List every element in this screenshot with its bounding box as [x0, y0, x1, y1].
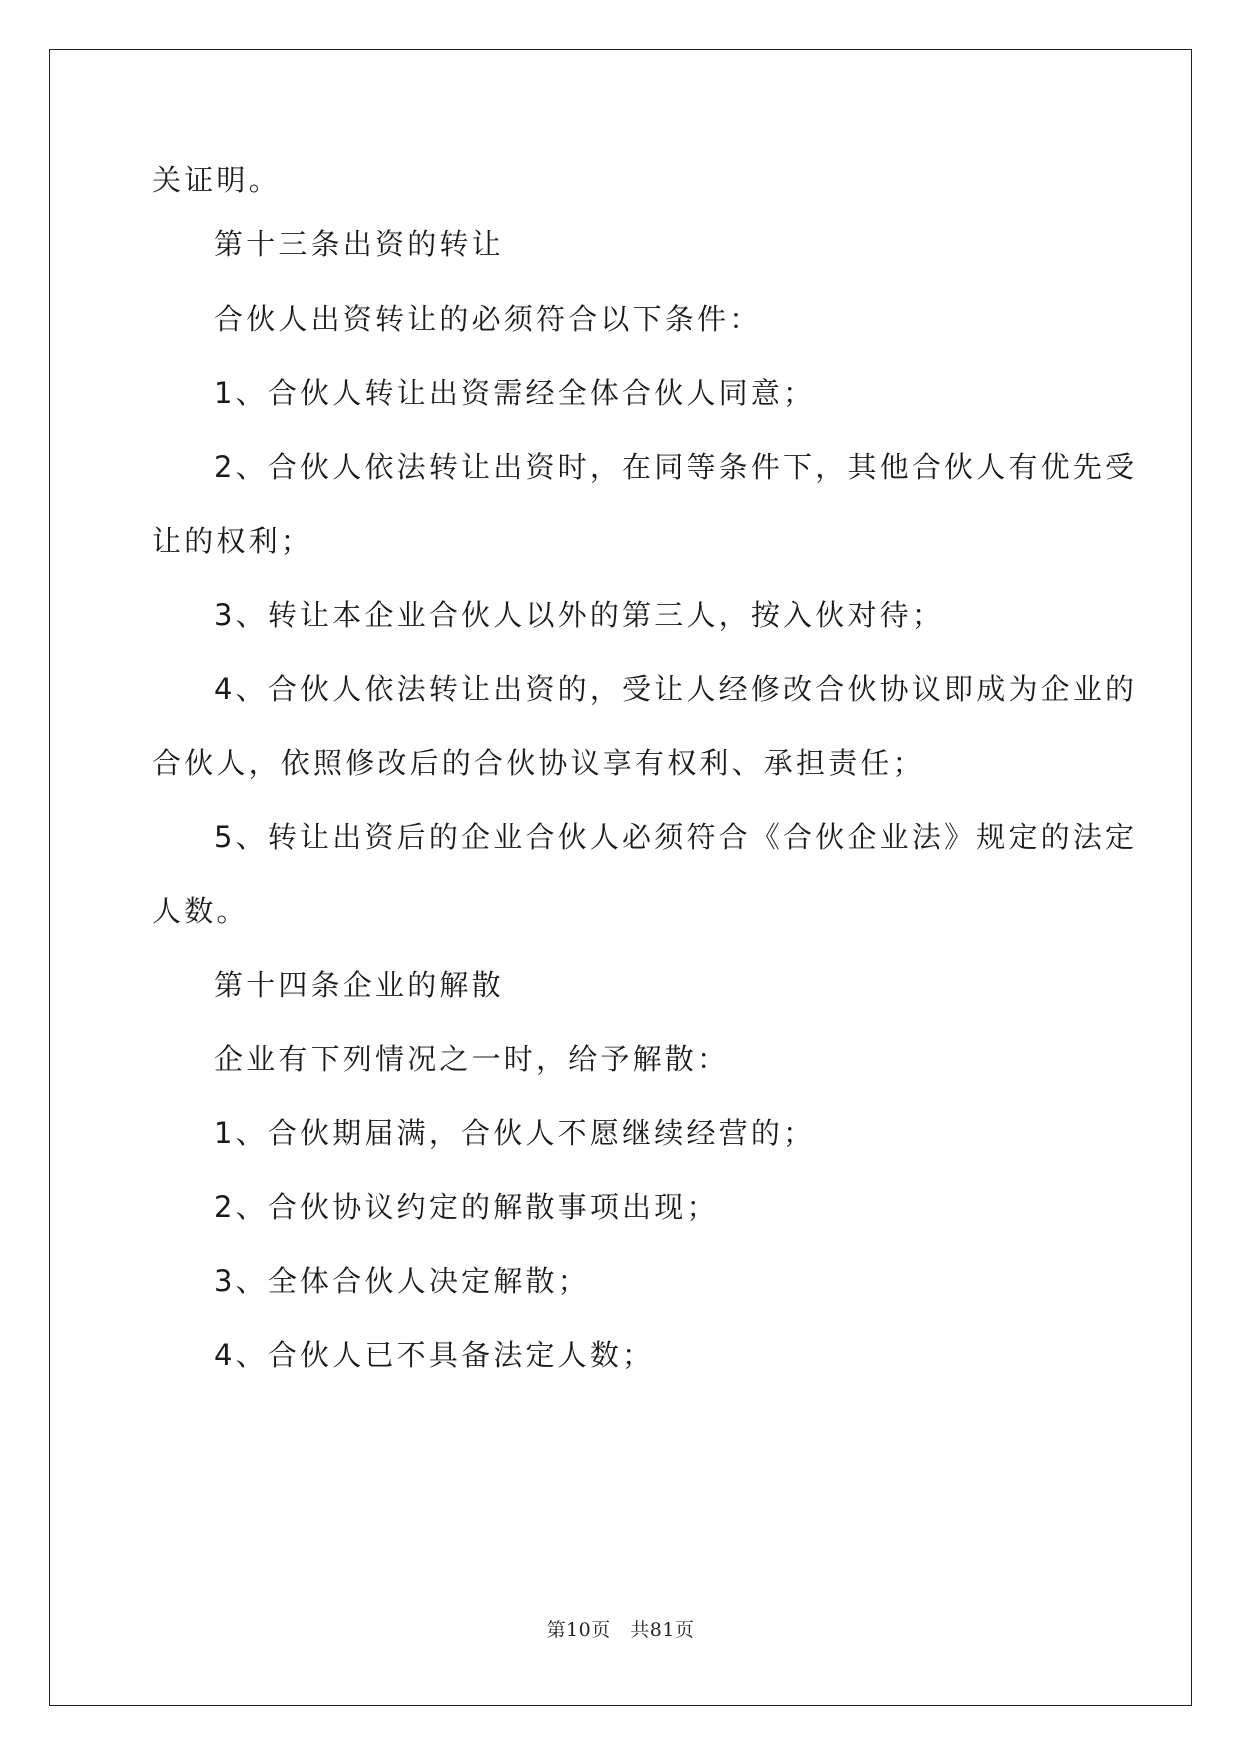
- paragraph-line: 合伙人，依照修改后的合伙协议享有权利、承担责任；: [152, 746, 925, 780]
- page-border: [49, 49, 1192, 1706]
- list-item: 4、合伙人依法转让出资的，受让人经修改合伙协议即成为企业的: [214, 672, 1138, 706]
- list-item: 2、合伙协议约定的解散事项出现；: [214, 1190, 719, 1224]
- paragraph-line: 让的权利；: [152, 524, 314, 558]
- list-item: 2、合伙人依法转让出资时，在同等条件下，其他合伙人有优先受: [214, 450, 1138, 484]
- list-item: 3、全体合伙人决定解散；: [214, 1264, 590, 1298]
- paragraph-line: 企业有下列情况之一时，给予解散：: [214, 1042, 730, 1076]
- paragraph-line: 人数。: [152, 894, 249, 928]
- list-item: 5、转让出资后的企业合伙人必须符合《合伙企业法》规定的法定: [214, 820, 1138, 854]
- list-item: 4、合伙人已不具备法定人数；: [214, 1338, 655, 1372]
- paragraph-line: 合伙人出资转让的必须符合以下条件：: [214, 302, 762, 336]
- section-heading: 第十四条企业的解散: [214, 968, 504, 1002]
- list-item: 3、转让本企业合伙人以外的第三人，按入伙对待；: [214, 598, 945, 632]
- list-item: 1、合伙人转让出资需经全体合伙人同意；: [214, 376, 816, 410]
- section-heading: 第十三条出资的转让: [214, 227, 504, 261]
- list-item: 1、合伙期届满，合伙人不愿继续经营的；: [214, 1116, 816, 1150]
- page-number: 第10页 共81页: [546, 1619, 695, 1641]
- paragraph-line: 关证明。: [152, 163, 281, 197]
